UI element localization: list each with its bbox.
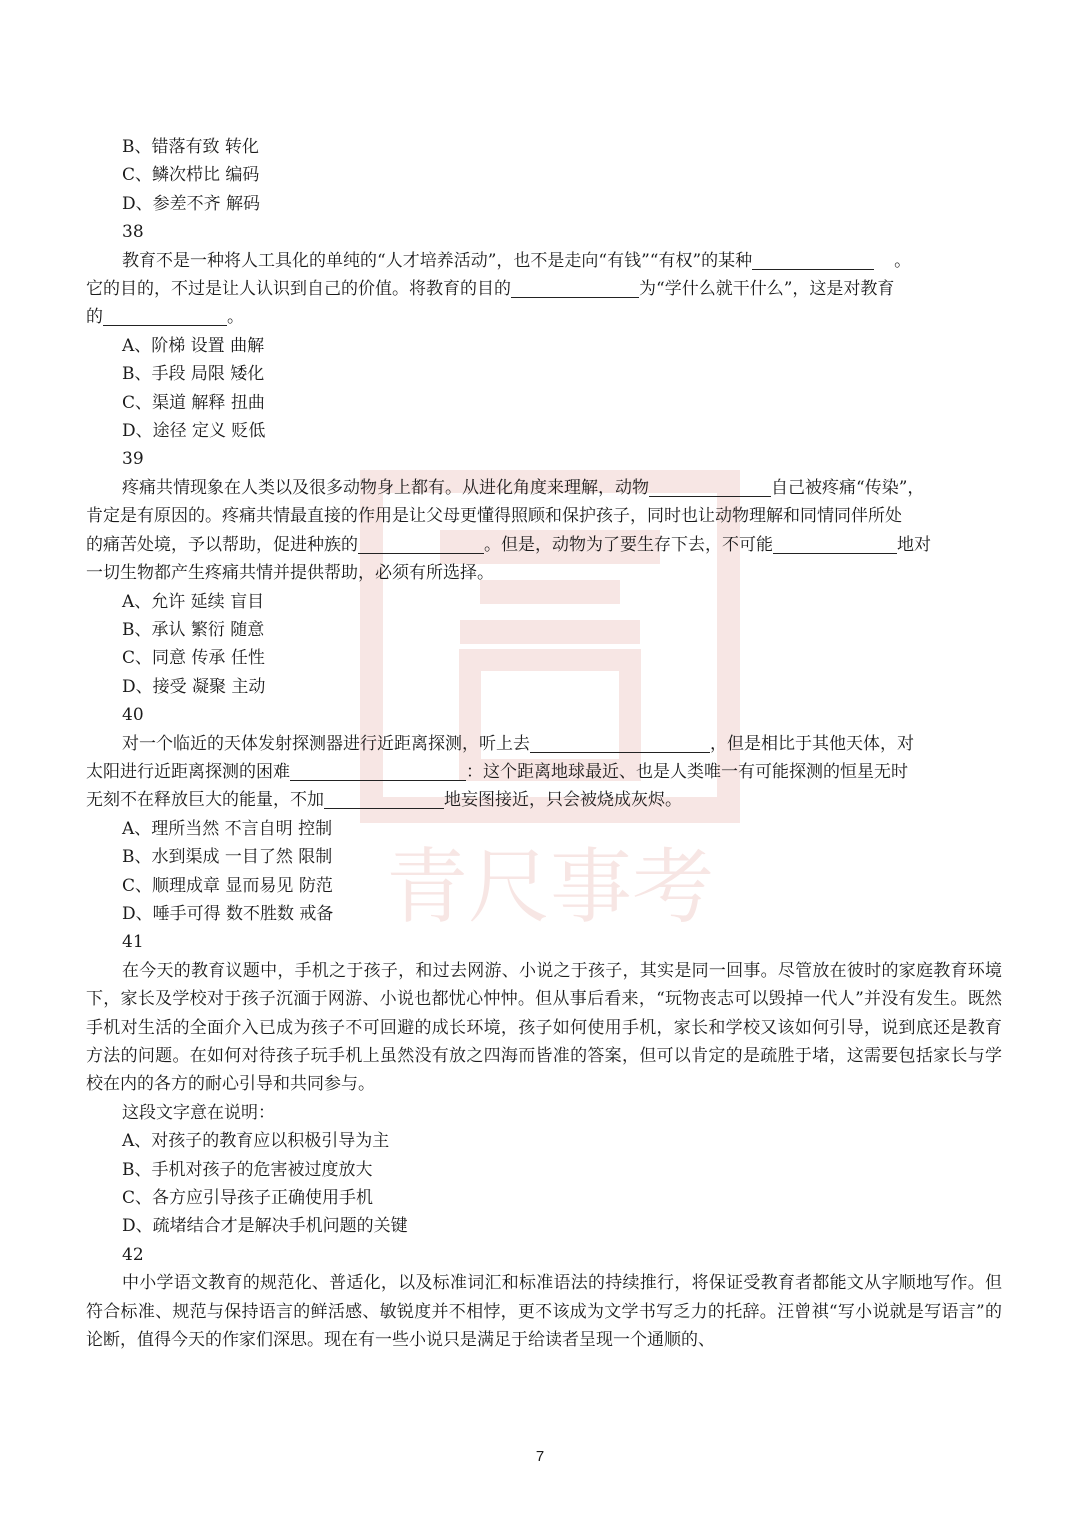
q37-option-c: C、鳞次栉比 编码 [122,165,260,186]
q38-line-3: 的 。 [86,307,244,328]
q40-line-3: 无刻不在释放巨大的能量，不加 地妄图接近，只会被烧成灰烬。 [86,790,682,811]
q37-option-d: D、参差不齐 解码 [122,193,261,214]
q41-number: 41 [122,932,144,953]
q39-number: 39 [122,449,144,470]
q40-line-1: 对一个临近的天体发射探测器进行近距离探测，听上去 ，但是相比于其他天体，对 [122,733,914,754]
blank [324,790,444,809]
blank [752,251,874,270]
q40-option-d: D、唾手可得 数不胜数 戒备 [122,903,334,924]
q41-option-d: D、疏堵结合才是解决手机问题的关键 [122,1216,408,1237]
q41-passage: 在今天的教育议题中，手机之于孩子，和过去网游、小说之于孩子，其实是同一回事。尽管放在彼时的家庭教育环境下，家长及学校对于孩子沉湎于网游、小说也都忧心忡忡。但从事后看来，“玩物丧志可以毁掉一代人”并没有发生。既然手机对生活的全面介入已成为孩子不可回避的成长环境，孩子如何使用手机，家长和学校又该如何引导，说到底还是教育方法的问题。在如何对待孩子玩手机上虽然没有放之四海而皆准的答案，但可以肯定的是疏胜于堵，这需要包括家长与学校在内的各方的耐心引导和共同参与。 [86,960,1002,1095]
q39-line-1: 疼痛共情现象在人类以及很多动物身上都有。从进化角度来理解，动物 自己被疼痛“传染”， [122,477,925,498]
blank [530,734,710,753]
q40-option-b: B、水到渠成 一目了然 限制 [122,847,333,868]
q39-option-a: A、允许 延续 盲目 [122,591,265,612]
q42-number: 42 [122,1244,144,1265]
blank [103,307,227,326]
q38-option-c: C、渠道 解释 扭曲 [122,392,265,413]
q41-option-a: A、对孩子的教育应以积极引导为主 [122,1131,390,1152]
q40-option-c: C、顺理成章 显而易见 防范 [122,875,333,896]
watermark-text: 青尺事考 [385,840,715,935]
q37-option-b: B、错落有致 转化 [122,137,259,157]
q42-passage: 中小学语文教育的规范化、普适化，以及标准词汇和标准语法的持续推行，将保证受教育者都能文从字顺地写作。但符合标准、规范与保持语言的鲜活感、敏锐度并不相悖，更不该成为文学书写乏力的托辞。汪曾祺“写小说就是写语言”的论断，值得今天的作家们深思。现在有一些小说只是满足于给读者呈现一个通顺的、 [86,1273,1002,1351]
q39-option-c: C、同意 传承 任性 [122,648,265,669]
q38-option-d: D、途径 定义 贬低 [122,421,266,442]
q40-option-a: A、理所当然 不言自明 控制 [122,818,333,839]
q38-line-1: 教育不是一种将人工具化的单纯的“人才培养活动”，也不是走向“有钱”“有权”的某种 。 [122,250,912,271]
blank [773,535,897,554]
document-body [86,133,1002,1354]
q40-number: 40 [122,705,144,726]
q39-option-b: B、承认 繁衍 随意 [122,619,265,640]
page-number: 7 [535,1448,545,1465]
q38-line-2: 它的目的，不过是让人认识到自己的价值。将教育的目的 为“学什么就干什么”，这是对教育 [86,279,895,300]
q40-line-2: 太阳进行近距离探测的困难 ：这个距离地球最近、也是人类唯一有可能探测的恒星无时 [86,761,908,782]
q41-option-b: B、手机对孩子的危害被过度放大 [122,1159,373,1180]
q39-option-d: D、接受 凝聚 主动 [122,676,266,697]
q39-line-4: 一切生物都产生疼痛共情并提供帮助，必须有所选择。 [86,563,494,584]
q38-option-a: A、阶梯 设置 曲解 [122,335,265,356]
blank [290,762,466,781]
blank [511,279,639,298]
blank [358,535,484,554]
q39-line-2: 肯定是有原因的。疼痛共情最直接的作用是让父母更懂得照顾和保护孩子，同时也让动物理解和同情同伴所处 [86,506,902,527]
q39-line-3: 的痛苦处境，予以帮助，促进种族的 。但是，动物为了要生存下去，不可能 地对 [86,534,931,555]
q41-question: 这段文字意在说明： [122,1102,275,1123]
q41-option-c: C、各方应引导孩子正确使用手机 [122,1188,374,1209]
q38-number: 38 [122,222,144,243]
q38-option-b: B、手段 局限 矮化 [122,364,265,385]
blank [649,478,771,497]
